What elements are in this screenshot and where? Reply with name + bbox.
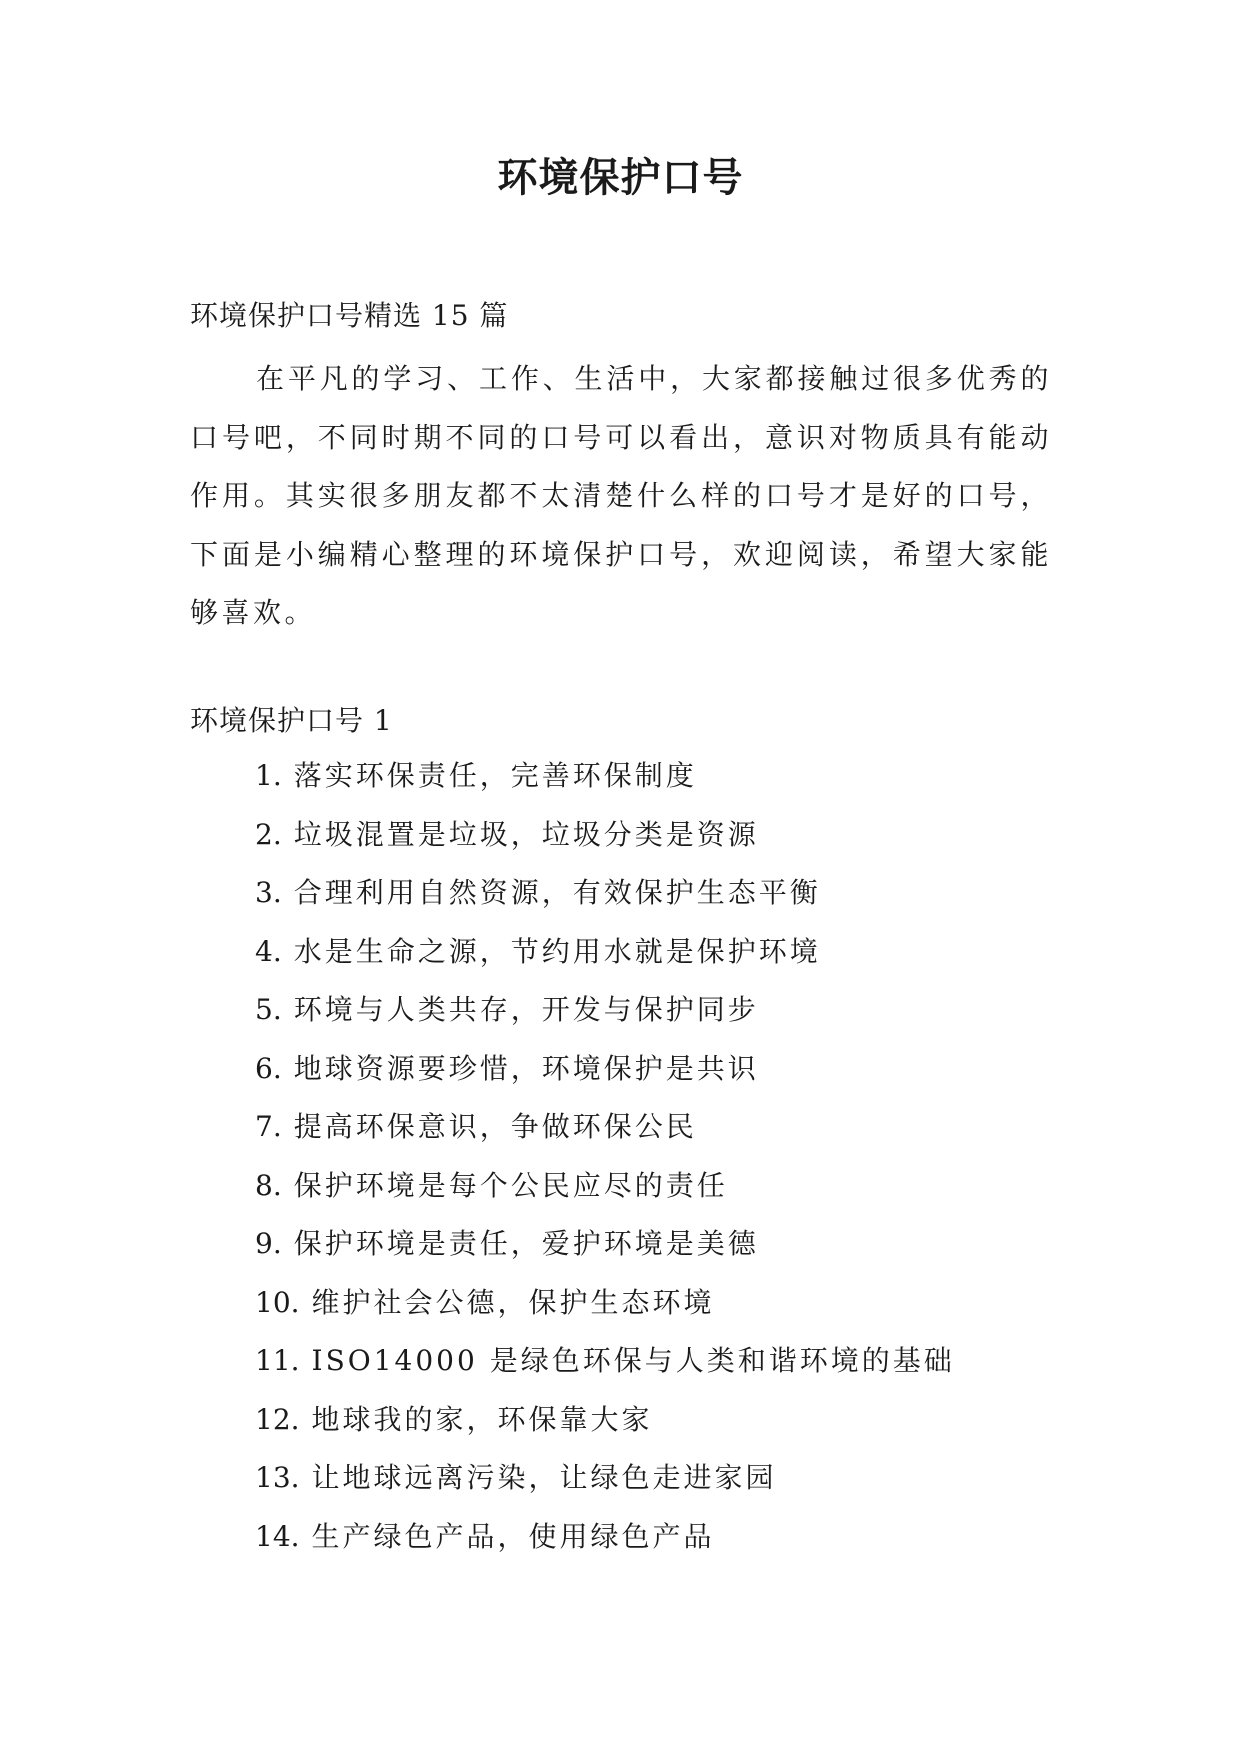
slogan-text: 水是生命之源，节约用水就是保护环境 (293, 934, 821, 968)
slogan-text: 提高环保意识，争做环保公民 (293, 1110, 697, 1143)
section-heading: 环境保护口号 1 (190, 704, 393, 737)
slogan-number: 3. (255, 876, 282, 909)
slogan-item (255, 1224, 955, 1283)
slogan-number: 1. (255, 759, 282, 792)
slogan-text: 地球资源要珍惜，环境保护是共识 (293, 1051, 759, 1085)
slogan-number: 14. (255, 1519, 300, 1553)
document-subtitle: 环境保护口号精选 15 篇 (190, 299, 509, 332)
slogan-item (255, 1049, 955, 1108)
slogan-item (255, 1341, 955, 1400)
slogan-number: 6. (255, 1051, 282, 1085)
slogan-text: 地球我的家，环保靠大家 (311, 1402, 653, 1436)
slogan-item (255, 932, 955, 991)
slogan-text: 生产绿色产品，使用绿色产品 (311, 1519, 715, 1553)
slogan-text: 环境与人类共存，开发与保护同步 (293, 993, 759, 1026)
slogan-item (255, 1458, 955, 1517)
slogan-number: 4. (255, 934, 282, 968)
slogan-list (255, 756, 955, 1575)
slogan-number: 11. (255, 1344, 300, 1377)
slogan-number: 13. (255, 1461, 300, 1494)
slogan-item (255, 1283, 955, 1342)
slogan-item (255, 873, 955, 932)
slogan-text: 保护环境是每个公民应尽的责任 (293, 1168, 728, 1202)
slogan-number: 12. (255, 1402, 300, 1436)
slogan-item (255, 1400, 955, 1459)
slogan-number: 2. (255, 817, 282, 851)
slogan-item (255, 1107, 955, 1166)
slogan-text: 落实环保责任，完善环保制度 (293, 759, 697, 792)
slogan-item (255, 990, 955, 1049)
slogan-text: 让地球远离污染，让绿色走进家园 (311, 1461, 777, 1494)
slogan-number: 10. (255, 1285, 300, 1319)
slogan-item (255, 756, 955, 815)
intro-paragraph: 在平凡的学习、工作、生活中，大家都接触过很多优秀的口号吧，不同时期不同的口号可以看出，意识对物质具有能动作用。其实很多朋友都不太清楚什么样的口号才是好的口号，下面是小编精心整理的环境保护口号，欢迎阅读，希望大家能够喜欢。 (190, 362, 1052, 629)
slogan-text: 合理利用自然资源，有效保护生态平衡 (293, 876, 821, 909)
document-title: 环境保护口号 (497, 155, 744, 201)
slogan-number: 7. (255, 1110, 282, 1143)
slogan-item (255, 1517, 955, 1576)
slogan-item (255, 1166, 955, 1225)
slogan-text: 垃圾混置是垃圾，垃圾分类是资源 (293, 817, 759, 851)
slogan-number: 5. (255, 993, 282, 1026)
slogan-text: ISO14000 是绿色环保与人类和谐环境的基础 (311, 1344, 955, 1377)
slogan-item (255, 815, 955, 874)
slogan-text: 维护社会公德，保护生态环境 (311, 1285, 715, 1319)
slogan-number: 9. (255, 1227, 282, 1260)
slogan-text: 保护环境是责任，爱护环境是美德 (293, 1227, 759, 1260)
slogan-number: 8. (255, 1168, 282, 1202)
